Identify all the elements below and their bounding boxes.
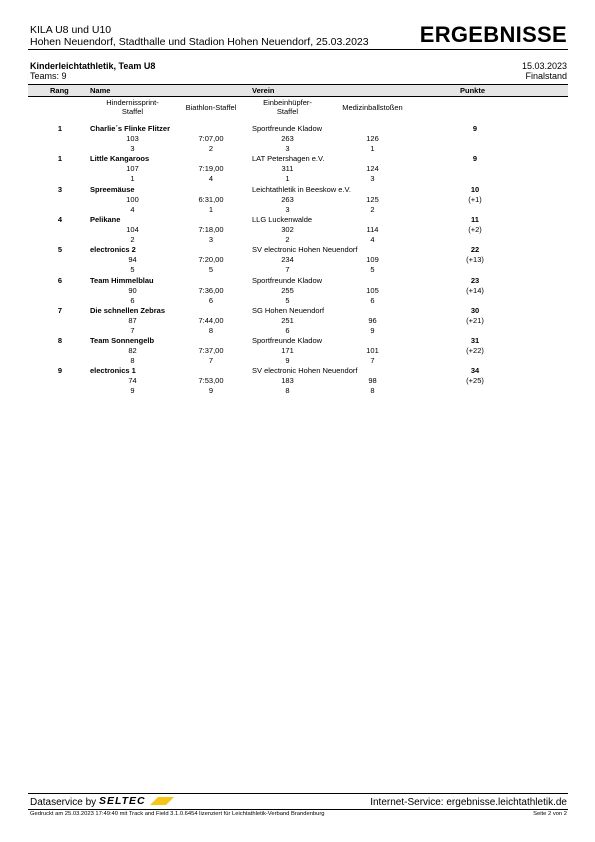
discipline-4-value: 96 — [368, 315, 377, 325]
points-difference: (+2) — [468, 224, 482, 234]
discipline-2-value: 7:44,00 — [198, 315, 224, 325]
discipline-1-value: 103 — [126, 134, 139, 143]
discipline-1-rank: 7 — [130, 325, 135, 335]
discipline-3-rank: 6 — [285, 325, 290, 335]
discipline-2-value: 7:37,00 — [198, 346, 224, 356]
table-row — [0, 215, 595, 245]
points: 11 — [471, 214, 479, 224]
team-name: Spreemäuse — [90, 184, 135, 194]
points: 9 — [472, 154, 478, 164]
discipline-3-rank: 1 — [285, 174, 290, 184]
table-row — [0, 366, 595, 396]
discipline-1-value: 90 — [128, 285, 137, 295]
discipline-1-rank: 3 — [130, 144, 135, 153]
table-row — [0, 124, 595, 154]
rank: 5 — [57, 245, 63, 255]
seltec-logo: SELTEC — [99, 795, 176, 807]
competition-date: 15.03.2023 — [521, 61, 567, 71]
table-row — [0, 154, 595, 184]
rank: 6 — [57, 275, 63, 285]
club: Sportfreunde Kladow — [252, 336, 323, 346]
discipline-2-rank: 2 — [208, 144, 214, 153]
page-title: ERGEBNISSE — [419, 22, 567, 47]
discipline-1-rank: 4 — [130, 204, 135, 214]
col-punkte: Punkte — [460, 86, 486, 95]
discipline-4-value: 105 — [366, 285, 379, 295]
discipline-3-value: 255 — [281, 285, 294, 295]
points: 9 — [472, 124, 478, 133]
discipline-2-value: 7:18,00 — [198, 224, 224, 234]
discipline-2-rank: 4 — [208, 174, 214, 184]
discipline-4-value: 109 — [366, 255, 379, 265]
event-name: KILA U8 und U10 — [30, 24, 112, 36]
col-discipline-2: Biathlon-Staffel — [185, 103, 237, 112]
discipline-3-value: 263 — [281, 194, 294, 204]
points: 30 — [470, 305, 480, 315]
discipline-1-rank: 5 — [130, 265, 135, 275]
team-name: Little Kangaroos — [90, 154, 150, 164]
col-discipline-3: Einbeinhüpfer- Staffel — [263, 98, 312, 116]
discipline-1-value: 82 — [128, 346, 137, 356]
rank: 1 — [57, 154, 63, 164]
discipline-4-value: 114 — [366, 224, 379, 234]
discipline-4-rank: 7 — [370, 356, 375, 366]
discipline-3-rank: 9 — [285, 356, 290, 366]
points-difference: (+21) — [466, 315, 484, 325]
discipline-1-rank: 1 — [130, 174, 135, 184]
rank: 3 — [57, 184, 63, 194]
discipline-2-rank: 9 — [208, 386, 214, 396]
dataservice-label: Dataservice by — [30, 797, 97, 808]
col-discipline-4: Medizinballstoßen — [342, 103, 403, 112]
discipline-4-value: 101 — [366, 346, 379, 356]
col-verein: Verein — [252, 86, 275, 95]
discipline-3-rank: 2 — [285, 234, 290, 244]
discipline-3-value: 302 — [281, 224, 294, 234]
points: 22 — [470, 245, 480, 255]
table-row — [0, 276, 595, 306]
discipline-4-rank: 9 — [370, 325, 375, 335]
discipline-1-rank: 8 — [130, 356, 135, 366]
discipline-4-rank: 6 — [370, 295, 375, 305]
discipline-3-rank: 8 — [285, 386, 290, 396]
discipline-2-rank: 1 — [208, 204, 214, 214]
table-row — [0, 245, 595, 275]
team-name: electronics 1 — [90, 366, 136, 376]
discipline-4-value: 124 — [366, 164, 379, 174]
discipline-1-value: 104 — [126, 224, 139, 234]
club: SG Hohen Neuendorf — [252, 305, 325, 315]
discipline-3-rank: 5 — [285, 295, 290, 305]
points: 23 — [470, 275, 480, 285]
points-difference: (+14) — [466, 285, 484, 295]
points-difference: (+25) — [466, 376, 484, 386]
internet-service: Internet-Service: ergebnisse.leichtathletik.de — [370, 797, 567, 808]
discipline-3-value: 234 — [281, 255, 294, 265]
event-location-date: Hohen Neuendorf, Stadthalle und Stadion Hohen Neuendorf, 25.03.2023 — [30, 36, 369, 48]
discipline-1-value: 74 — [128, 376, 137, 386]
rank: 1 — [57, 124, 63, 133]
team-name: Pelikane — [90, 214, 121, 224]
points-difference: (+1) — [468, 194, 482, 204]
discipline-4-value: 98 — [368, 376, 377, 386]
points-difference: (+22) — [466, 346, 484, 356]
discipline-4-value: 126 — [366, 134, 379, 143]
discipline-4-rank: 5 — [370, 265, 375, 275]
discipline-2-rank: 5 — [208, 265, 214, 275]
discipline-2-value: 7:07,00 — [198, 134, 224, 143]
club: SV electronic Hohen Neuendorf — [252, 245, 358, 255]
discipline-4-rank: 3 — [370, 174, 375, 184]
rank: 9 — [57, 366, 63, 376]
discipline-2-value: 7:36,00 — [198, 285, 224, 295]
team-name: Charlie´s Flinke Flitzer — [90, 124, 171, 133]
club: Sportfreunde Kladow — [252, 124, 323, 133]
discipline-4-rank: 2 — [370, 204, 375, 214]
footer-divider-2 — [28, 809, 568, 810]
col-name: Name — [90, 86, 111, 95]
col-rang: Rang — [50, 86, 69, 95]
club: LAT Petershagen e.V. — [252, 154, 325, 164]
team-name: Die schnellen Zebras — [90, 305, 166, 315]
footer-divider — [28, 793, 568, 794]
team-name: Team Himmelblau — [90, 275, 154, 285]
discipline-1-value: 94 — [128, 255, 137, 265]
rank: 7 — [57, 305, 63, 315]
table-row — [0, 336, 595, 366]
club: Sportfreunde Kladow — [252, 275, 323, 285]
discipline-3-value: 311 — [281, 164, 294, 174]
discipline-4-rank: 1 — [370, 144, 375, 153]
team-count: Teams: 9 — [30, 71, 67, 81]
table-row — [0, 185, 595, 215]
team-name: electronics 2 — [90, 245, 136, 255]
discipline-4-rank: 4 — [370, 234, 375, 244]
discipline-2-value: 7:53,00 — [198, 376, 224, 386]
header-divider — [28, 49, 568, 50]
discipline-1-rank: 9 — [130, 386, 135, 396]
result-status: Finalstand — [525, 71, 567, 81]
discipline-2-value: 6:31,00 — [198, 194, 224, 204]
discipline-4-value: 125 — [366, 194, 379, 204]
rank: 8 — [57, 336, 63, 346]
discipline-3-rank: 3 — [285, 144, 290, 153]
discipline-2-rank: 7 — [208, 356, 214, 366]
club: LLG Luckenwalde — [252, 214, 313, 224]
discipline-3-rank: 7 — [285, 265, 290, 275]
page-number: Seite 2 von 2 — [533, 811, 567, 817]
print-info: Gedruckt am 25.03.2023 17:49:40 mit Track and Field 3.1.0.6454 lizenziert für Leichtathletik-Verband Brandenburg — [30, 811, 325, 817]
club: Leichtathletik in Beeskow e.V. — [252, 184, 351, 194]
points: 31 — [470, 336, 480, 346]
team-name: Team Sonnengelb — [90, 336, 155, 346]
rank: 4 — [57, 214, 63, 224]
discipline-1-value: 100 — [126, 194, 139, 204]
discipline-4-rank: 8 — [370, 386, 375, 396]
discipline-1-rank: 6 — [130, 295, 135, 305]
discipline-1-rank: 2 — [130, 234, 135, 244]
discipline-3-value: 171 — [281, 346, 294, 356]
club: SV electronic Hohen Neuendorf — [252, 366, 358, 376]
discipline-3-rank: 3 — [285, 204, 290, 214]
discipline-1-value: 87 — [128, 315, 137, 325]
points: 34 — [470, 366, 480, 376]
discipline-2-value: 7:20,00 — [198, 255, 224, 265]
discipline-3-value: 251 — [281, 315, 294, 325]
competition-name: Kinderleichtathletik, Team U8 — [30, 61, 156, 71]
discipline-2-rank: 6 — [208, 295, 214, 305]
discipline-2-rank: 3 — [208, 234, 214, 244]
points: 10 — [470, 184, 480, 194]
col-discipline-1: Hindernissprint- Staffel — [106, 98, 159, 116]
discipline-2-value: 7:19,00 — [198, 164, 224, 174]
discipline-3-value: 263 — [281, 134, 294, 143]
points-difference: (+13) — [466, 255, 484, 265]
discipline-1-value: 107 — [126, 164, 139, 174]
discipline-2-rank: 8 — [208, 325, 214, 335]
discipline-3-value: 183 — [281, 376, 294, 386]
table-row — [0, 306, 595, 336]
